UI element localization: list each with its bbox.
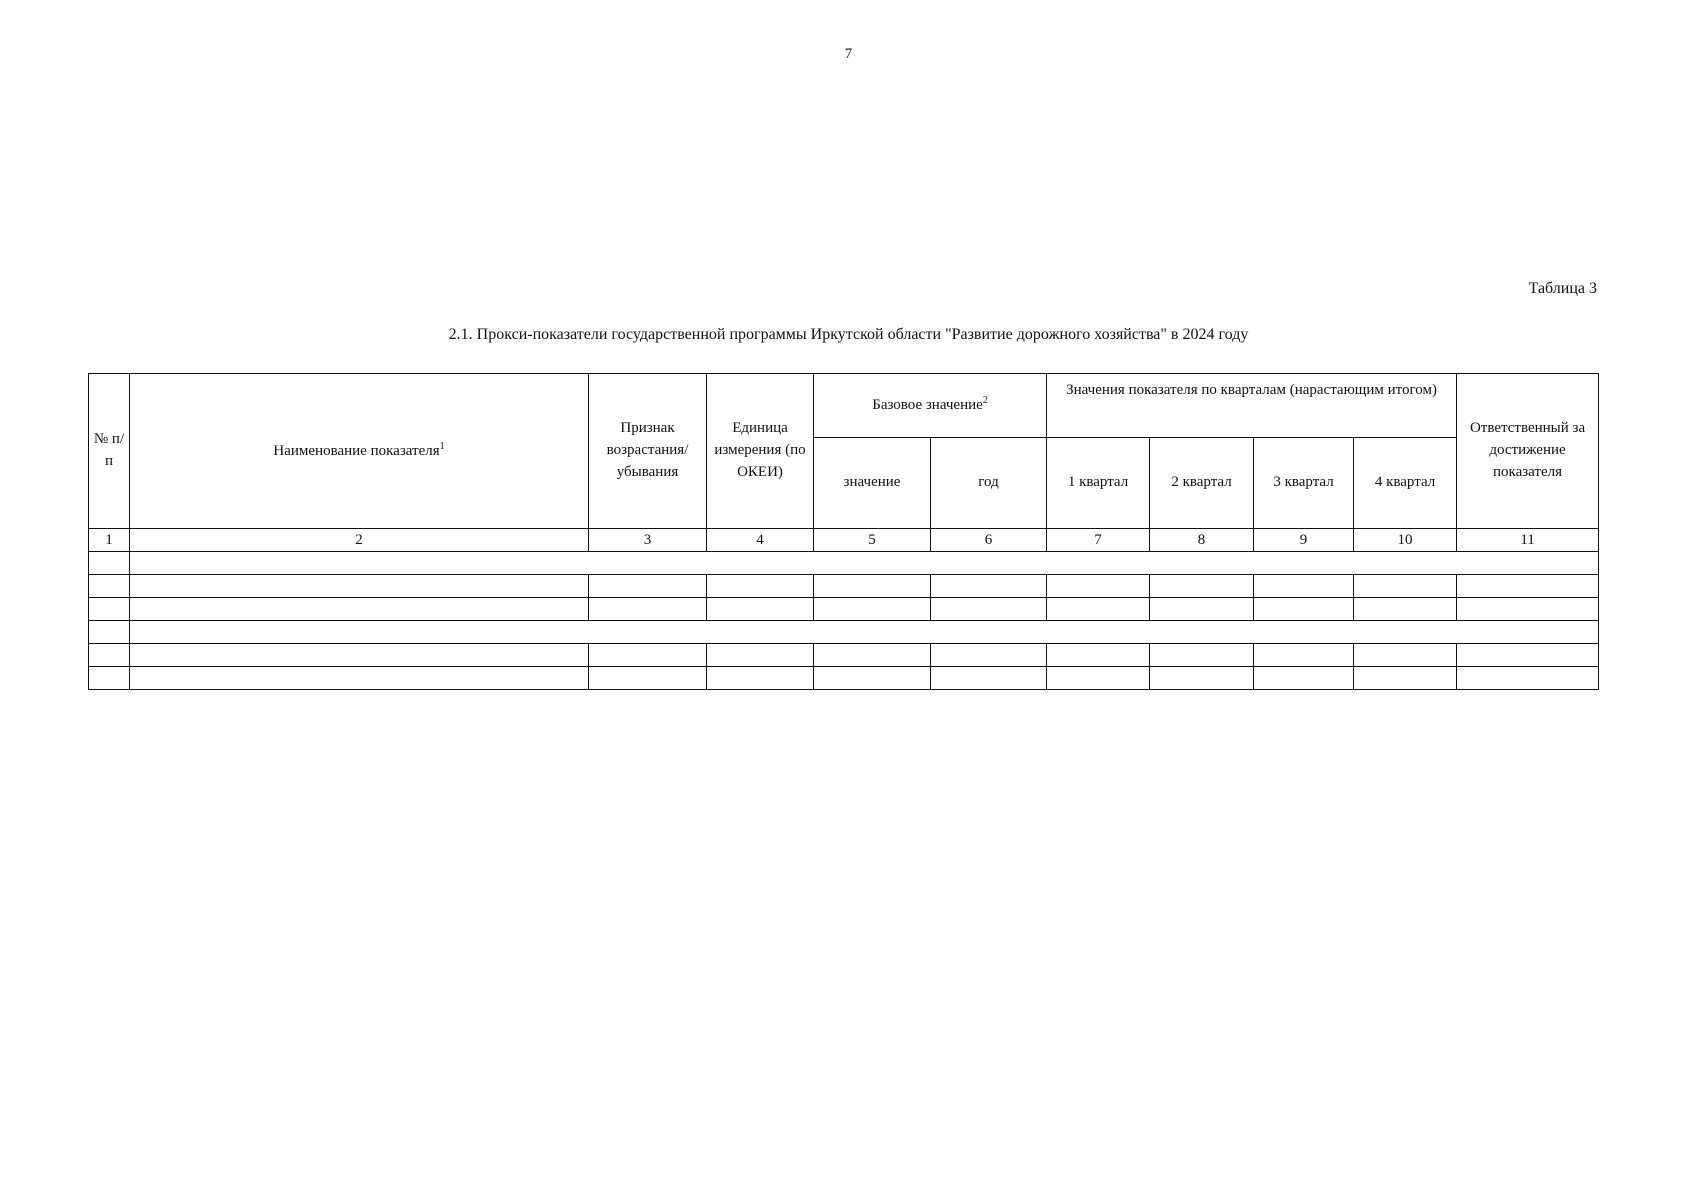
column-number-row: [89, 529, 1599, 552]
header-responsible-label: Ответственный за достижение показателя: [1469, 420, 1586, 480]
empty-cell: [89, 667, 130, 690]
empty-cell: [707, 667, 814, 690]
empty-cell: [1254, 644, 1354, 667]
empty-cell: [1457, 598, 1599, 621]
header-num-label: № п/п: [93, 431, 125, 469]
empty-cell: [589, 575, 707, 598]
empty-cell: [1254, 667, 1354, 690]
header-unit-label: Единица измерения (по ОКЕИ): [714, 420, 806, 480]
proxy-indicators-table: [88, 373, 1599, 690]
table-row: [89, 667, 1599, 690]
empty-cell: [1047, 575, 1150, 598]
header-base-note: 2: [982, 395, 988, 407]
table-caption: Таблица 3: [1528, 280, 1597, 297]
empty-cell: [931, 598, 1047, 621]
empty-cell: [1150, 667, 1254, 690]
empty-cell: [814, 644, 931, 667]
header-q4: [1354, 438, 1457, 529]
empty-cell: [931, 575, 1047, 598]
section-cell: [130, 621, 1599, 644]
header-q2: [1150, 438, 1254, 529]
empty-cell: [1457, 575, 1599, 598]
empty-cell: [1047, 667, 1150, 690]
column-number-cell: 4: [707, 529, 814, 552]
empty-cell: [1047, 644, 1150, 667]
section-row: [89, 552, 1599, 575]
empty-cell: [1150, 644, 1254, 667]
empty-cell: [1354, 644, 1457, 667]
header-q1-label: 1 квартал: [1067, 474, 1129, 491]
header-q2-label: 2 квартал: [1171, 474, 1232, 491]
header-unit: [707, 374, 814, 529]
header-base-value-label: значение: [843, 474, 901, 491]
empty-cell: [589, 598, 707, 621]
column-number-cell: 9: [1254, 529, 1354, 552]
header-base-year: [931, 438, 1047, 529]
column-number-cell: 3: [589, 529, 707, 552]
column-number-cell: 2: [130, 529, 589, 552]
empty-cell: [589, 644, 707, 667]
empty-cell: [814, 575, 931, 598]
empty-cell: [707, 644, 814, 667]
empty-cell: [707, 598, 814, 621]
header-base-label: Базовое значение: [872, 397, 983, 414]
header-quarters: [1047, 374, 1457, 438]
empty-cell: [89, 598, 130, 621]
empty-cell: [1150, 575, 1254, 598]
column-number-cell: 11: [1457, 529, 1599, 552]
header-q4-label: 4 квартал: [1374, 474, 1436, 491]
header-sign: [589, 374, 707, 529]
column-number-cell: 8: [1150, 529, 1254, 552]
header-base: [814, 374, 1047, 438]
header-name-note: 1: [439, 440, 445, 452]
header-responsible: [1457, 374, 1599, 529]
table-title: 2.1. Прокси-показатели государственной программы Иркутской области "Развитие дорожного хозяйства" в 2024 году: [448, 326, 1249, 343]
empty-cell: [1354, 575, 1457, 598]
page-number: 7: [844, 46, 853, 62]
empty-cell: [1047, 598, 1150, 621]
empty-cell: [1150, 598, 1254, 621]
header-q3: [1254, 438, 1354, 529]
table-row: [89, 644, 1599, 667]
column-number-cell: 7: [1047, 529, 1150, 552]
header-name: [130, 374, 589, 529]
header-row-top: [89, 374, 1599, 438]
empty-cell: [707, 575, 814, 598]
header-base-year-label: год: [978, 474, 999, 491]
section-row: [89, 621, 1599, 644]
empty-cell: [1254, 598, 1354, 621]
empty-cell: [89, 552, 130, 575]
header-num: [89, 374, 130, 529]
empty-cell: [1354, 598, 1457, 621]
empty-cell: [1457, 644, 1599, 667]
table-row: [89, 575, 1599, 598]
header-q1: [1047, 438, 1150, 529]
empty-cell: [130, 644, 589, 667]
empty-cell: [89, 575, 130, 598]
empty-cell: [1457, 667, 1599, 690]
empty-cell: [130, 575, 589, 598]
column-number-cell: 1: [89, 529, 130, 552]
empty-cell: [814, 667, 931, 690]
header-q3-label: 3 квартал: [1273, 474, 1334, 491]
empty-cell: [931, 667, 1047, 690]
column-number-cell: 10: [1354, 529, 1457, 552]
empty-cell: [931, 644, 1047, 667]
header-base-value: [814, 438, 931, 529]
empty-cell: [814, 598, 931, 621]
header-name-label: Наименование показателя: [273, 442, 440, 459]
header-sign-label: Признак возрастания/убывания: [606, 420, 689, 480]
empty-cell: [89, 621, 130, 644]
header-quarters-label: Значения показателя по кварталам (нарастающим итогом): [1066, 382, 1437, 398]
column-number-cell: 6: [931, 529, 1047, 552]
empty-cell: [589, 667, 707, 690]
section-cell: [130, 552, 1599, 575]
empty-cell: [1254, 575, 1354, 598]
table-row: [89, 598, 1599, 621]
empty-cell: [89, 644, 130, 667]
empty-cell: [130, 667, 589, 690]
column-number-cell: 5: [814, 529, 931, 552]
empty-cell: [130, 598, 589, 621]
empty-cell: [1354, 667, 1457, 690]
